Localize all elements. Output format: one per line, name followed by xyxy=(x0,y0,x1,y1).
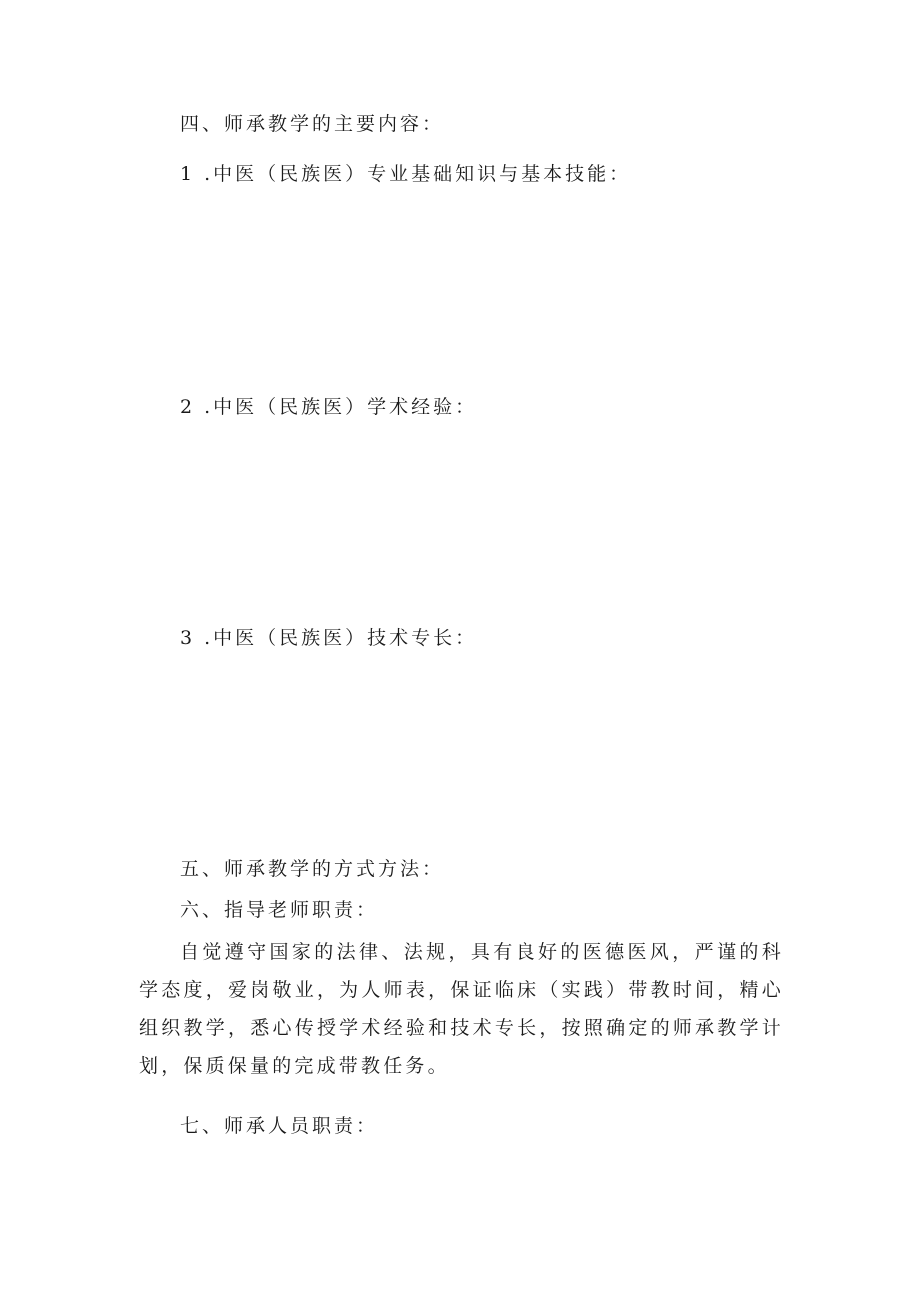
section-6-heading: 六、指导老师职责： xyxy=(180,899,379,921)
section-4-item-2: 2 .中医（民族医）学术经验： xyxy=(180,396,478,418)
section-5-heading: 五、师承教学的方式方法： xyxy=(180,858,445,880)
section-4-item-1: 1 .中医（民族医）专业基础知识与基本技能： xyxy=(180,163,632,185)
section-4-heading: 四、师承教学的主要内容： xyxy=(180,113,445,135)
section-6-body: 自觉遵守国家的法律、法规，具有良好的医德医风，严谨的科学态度，爱岗敬业，为人师表，保证临床（实践）带教时间，精心组织教学，悉心传授学术经验和技术专长，按照确定的师承教学计划，保质保量的完成带教任务。 xyxy=(139,941,784,1077)
section-7-heading: 七、师承人员职责： xyxy=(180,1115,379,1137)
section-4-item-3: 3 .中医（民族医）技术专长： xyxy=(180,627,478,649)
